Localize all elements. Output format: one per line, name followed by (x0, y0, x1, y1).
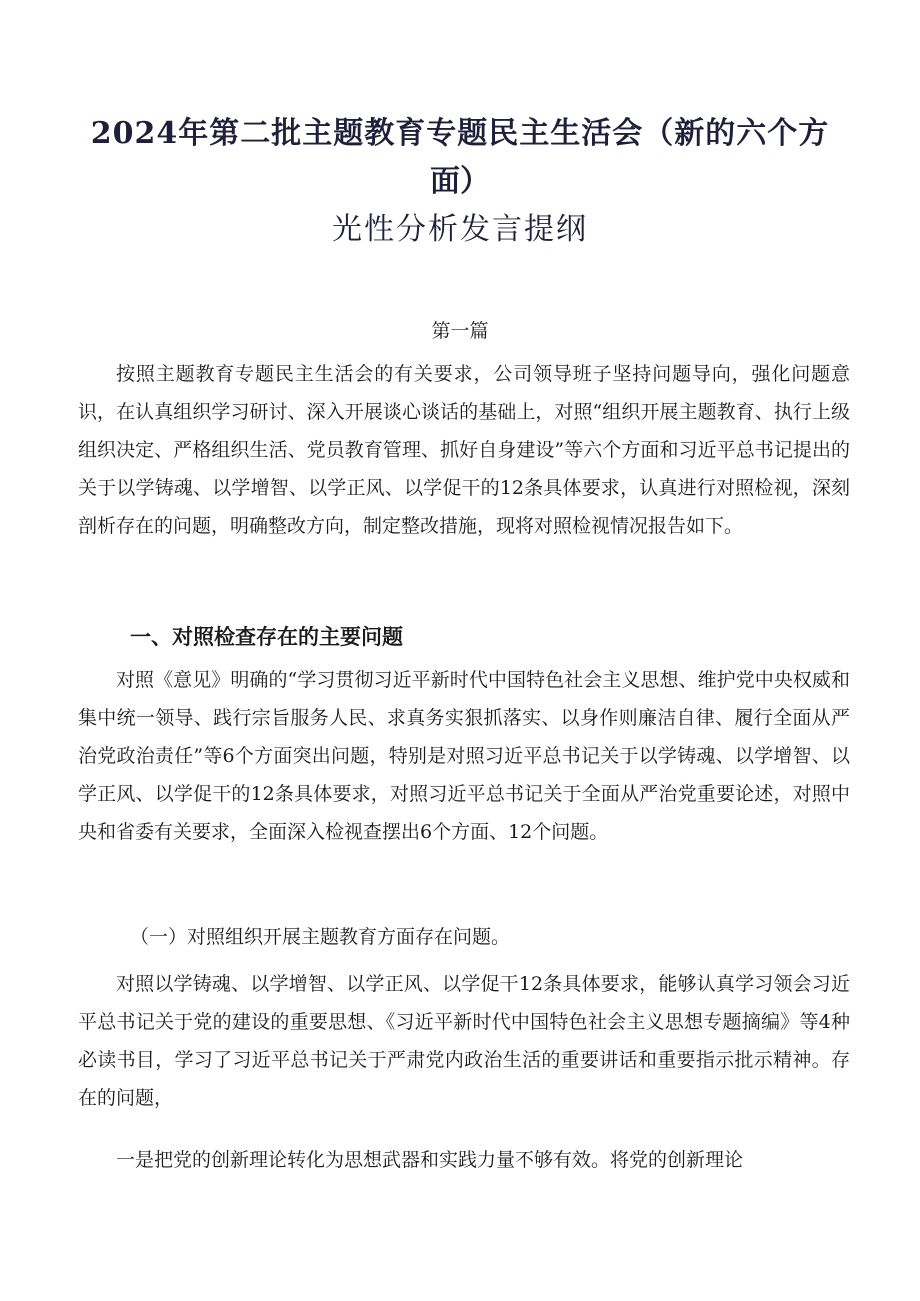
intro-paragraph: 按照主题教育专题民主生活会的有关要求，公司领导班子坚持问题导向，强化问题意识，在认真组织学习研讨、深入开展谈心谈话的基础上，对照“组织开展主题教育、执行上级组织决定、严格组织生活、党员教育管理、抓好自身建设”等六个方面和习近平总书记提出的关于以学铸魂、以学增智、以学正风、以学促干的12条具体要求，认真进行对照检视，深刻剖析存在的问题，明确整改方向，制定整改措施，现将对照检视情况报告如下。 (78, 363, 850, 537)
sub-heading: （一）对照组织开展主题教育方面存在问题。 (130, 926, 511, 948)
comparison-paragraph: 对照《意见》明确的“学习贯彻习近平新时代中国特色社会主义思想、维护党中央权威和集中统一领导、践行宗旨服务人民、求真务实狠抓落实、以身作则廉洁自律、履行全面从严治党政治责任”等6个方面突出问题，特别是对照习近平总书记关于以学铸魂、以学增智、以学正风、以学促干的12条具体要求，对照习近平总书记关于全面从严治党重要论述，对照中央和省委有关要求，全面深入检视查摆出6个方面、12个问题。 (78, 669, 850, 843)
study-paragraph: 对照以学铸魂、以学增智、以学正风、以学促干12条具体要求，能够认真学习领会习近平总书记关于党的建设的重要思想、《习近平新时代中国特色社会主义思想专题摘编》等4种必读书目，学习了习近平总书记关于严肃党内政治生活的重要讲话和重要指示批示精神。存在的问题， (78, 973, 850, 1109)
heading-one: 一、对照检查存在的主要问题 (130, 625, 403, 649)
document-title-line-2: 面） (430, 164, 490, 199)
document-title-line-1: 2024年第二批主题教育专题民主生活会（新的六个方 (90, 116, 830, 151)
section-label: 第一篇 (431, 320, 489, 342)
document-title-line-3: 光性分析发言提纲 (332, 212, 588, 247)
first-point-paragraph: 一是把党的创新理论转化为思想武器和实践力量不够有效。将党的创新理论 (116, 1149, 744, 1171)
